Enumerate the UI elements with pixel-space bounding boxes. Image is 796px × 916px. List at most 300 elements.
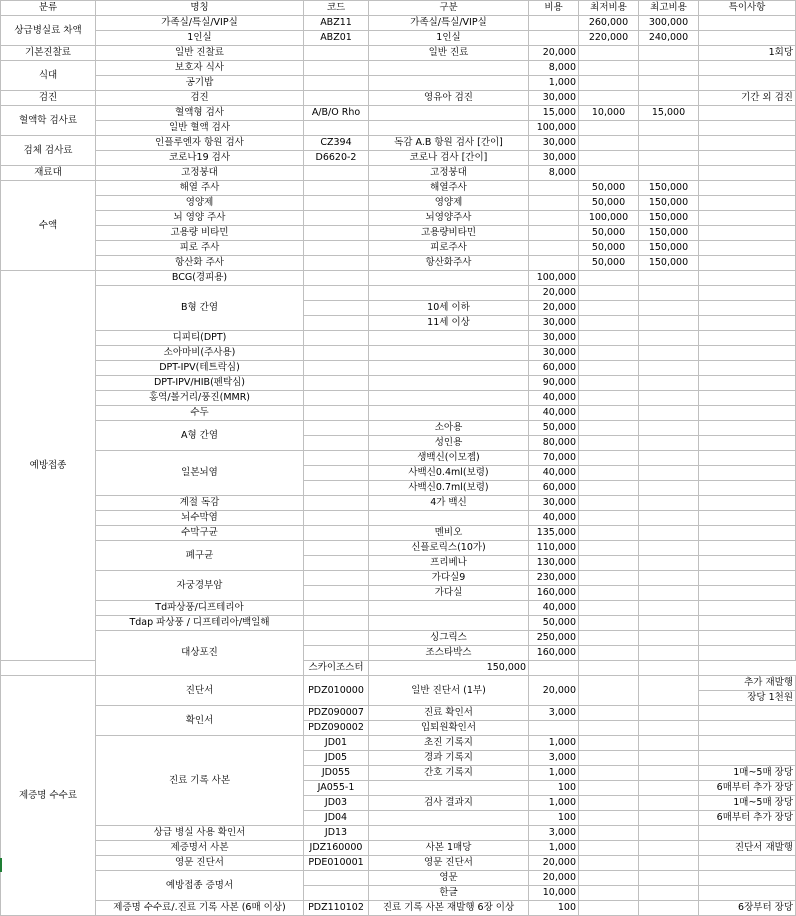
- division-cell[interactable]: 입퇴원확인서: [369, 721, 529, 736]
- code-cell[interactable]: [304, 346, 369, 361]
- code-cell[interactable]: D6620-2: [304, 151, 369, 166]
- min-cost-cell[interactable]: 50,000: [579, 256, 639, 271]
- note-cell[interactable]: [699, 286, 796, 301]
- division-cell[interactable]: [369, 331, 529, 346]
- min-cost-cell[interactable]: 50,000: [579, 181, 639, 196]
- note-cell[interactable]: 기간 외 검진: [699, 91, 796, 106]
- code-cell[interactable]: [304, 601, 369, 616]
- name-cell[interactable]: 공기밥: [96, 76, 304, 91]
- cost-cell[interactable]: 60,000: [529, 361, 579, 376]
- cost-cell[interactable]: 8,000: [529, 166, 579, 181]
- cost-cell[interactable]: 250,000: [529, 631, 579, 646]
- min-cost-cell[interactable]: [579, 781, 639, 796]
- note-cell[interactable]: [699, 16, 796, 31]
- name-cell[interactable]: Td파상풍/디프테리아: [96, 601, 304, 616]
- category-cell[interactable]: 상급병실료 차액: [1, 16, 96, 46]
- division-cell[interactable]: [369, 781, 529, 796]
- max-cost-cell[interactable]: [639, 406, 699, 421]
- max-cost-cell[interactable]: [639, 886, 699, 901]
- division-cell[interactable]: [369, 616, 529, 631]
- max-cost-cell[interactable]: [639, 586, 699, 601]
- min-cost-cell[interactable]: [579, 496, 639, 511]
- division-cell[interactable]: [369, 391, 529, 406]
- code-cell[interactable]: [304, 496, 369, 511]
- min-cost-cell[interactable]: [579, 286, 639, 301]
- note-cell[interactable]: [699, 406, 796, 421]
- min-cost-cell[interactable]: [579, 481, 639, 496]
- cost-cell[interactable]: [529, 196, 579, 211]
- cost-cell[interactable]: [529, 226, 579, 241]
- name-cell[interactable]: 혈액형 검사: [96, 106, 304, 121]
- note-cell[interactable]: [699, 856, 796, 871]
- cost-cell[interactable]: 130,000: [529, 556, 579, 571]
- code-cell[interactable]: [304, 586, 369, 601]
- code-cell[interactable]: [304, 391, 369, 406]
- header-min-cost[interactable]: 최저비용: [579, 1, 639, 16]
- division-cell[interactable]: 신플로릭스(10가): [369, 541, 529, 556]
- division-cell[interactable]: 진료 확인서: [369, 706, 529, 721]
- code-cell[interactable]: [304, 316, 369, 331]
- max-cost-cell[interactable]: [639, 76, 699, 91]
- note-cell[interactable]: 1회당: [699, 46, 796, 61]
- code-cell[interactable]: [304, 61, 369, 76]
- division-cell[interactable]: 초진 기록지: [369, 736, 529, 751]
- note-cell[interactable]: [699, 391, 796, 406]
- code-cell[interactable]: [304, 436, 369, 451]
- note-cell[interactable]: [639, 661, 699, 676]
- division-cell[interactable]: 멘비오: [369, 526, 529, 541]
- note-cell[interactable]: [699, 106, 796, 121]
- max-cost-cell[interactable]: 240,000: [639, 31, 699, 46]
- min-cost-cell[interactable]: [579, 886, 639, 901]
- max-cost-cell[interactable]: [639, 376, 699, 391]
- max-cost-cell[interactable]: [639, 811, 699, 826]
- min-cost-cell[interactable]: [579, 751, 639, 766]
- code-cell[interactable]: [304, 286, 369, 301]
- max-cost-cell[interactable]: [639, 706, 699, 721]
- note-cell[interactable]: 추가 재발행: [699, 676, 796, 691]
- name-cell[interactable]: 인플루엔자 항원 검사: [96, 136, 304, 151]
- min-cost-cell[interactable]: [579, 841, 639, 856]
- min-cost-cell[interactable]: [579, 451, 639, 466]
- cost-cell[interactable]: 30,000: [529, 346, 579, 361]
- name-cell[interactable]: 자궁경부암: [96, 571, 304, 601]
- min-cost-cell[interactable]: [579, 436, 639, 451]
- max-cost-cell[interactable]: [639, 166, 699, 181]
- name-cell[interactable]: 소아마비(주사용): [96, 346, 304, 361]
- code-cell[interactable]: [304, 571, 369, 586]
- cost-cell[interactable]: 3,000: [529, 751, 579, 766]
- max-cost-cell[interactable]: [639, 511, 699, 526]
- division-cell[interactable]: 영양제: [369, 196, 529, 211]
- cost-cell[interactable]: 50,000: [529, 616, 579, 631]
- max-cost-cell[interactable]: [639, 826, 699, 841]
- code-cell[interactable]: [304, 226, 369, 241]
- note-cell[interactable]: [699, 361, 796, 376]
- min-cost-cell[interactable]: [579, 586, 639, 601]
- division-cell[interactable]: [369, 76, 529, 91]
- note-cell[interactable]: [699, 871, 796, 886]
- min-cost-cell[interactable]: [579, 901, 639, 916]
- note-cell[interactable]: [699, 436, 796, 451]
- name-cell[interactable]: 피로 주사: [96, 241, 304, 256]
- min-cost-cell[interactable]: [579, 826, 639, 841]
- min-cost-cell[interactable]: [529, 661, 579, 676]
- min-cost-cell[interactable]: [579, 856, 639, 871]
- cost-cell[interactable]: 40,000: [529, 406, 579, 421]
- cost-cell[interactable]: 20,000: [529, 871, 579, 886]
- cost-cell[interactable]: 40,000: [529, 466, 579, 481]
- division-cell[interactable]: 한글: [369, 886, 529, 901]
- code-cell[interactable]: [304, 451, 369, 466]
- note-cell[interactable]: [699, 376, 796, 391]
- cost-cell[interactable]: 100: [529, 811, 579, 826]
- header-note[interactable]: 특이사항: [699, 1, 796, 16]
- max-cost-cell[interactable]: [639, 871, 699, 886]
- max-cost-cell[interactable]: [639, 271, 699, 286]
- category-cell[interactable]: 기본진찰료: [1, 46, 96, 61]
- cost-cell[interactable]: 110,000: [529, 541, 579, 556]
- code-cell[interactable]: [304, 481, 369, 496]
- max-cost-cell[interactable]: [639, 601, 699, 616]
- division-cell[interactable]: 간호 기록지: [369, 766, 529, 781]
- code-cell[interactable]: [304, 541, 369, 556]
- cost-cell[interactable]: 40,000: [529, 391, 579, 406]
- cost-cell[interactable]: 100: [529, 901, 579, 916]
- cost-cell[interactable]: [529, 241, 579, 256]
- note-cell[interactable]: [699, 496, 796, 511]
- code-cell[interactable]: [304, 46, 369, 61]
- name-cell[interactable]: 수막구균: [96, 526, 304, 541]
- division-cell[interactable]: [369, 406, 529, 421]
- note-cell[interactable]: [699, 61, 796, 76]
- code-cell[interactable]: PDZ010000: [304, 676, 369, 706]
- note-cell[interactable]: [699, 886, 796, 901]
- division-cell[interactable]: 스카이조스터: [304, 661, 369, 676]
- name-cell[interactable]: 고용량 비타민: [96, 226, 304, 241]
- division-cell[interactable]: 피로주사: [369, 241, 529, 256]
- min-cost-cell[interactable]: [579, 571, 639, 586]
- max-cost-cell[interactable]: [639, 781, 699, 796]
- cost-cell[interactable]: 1,000: [529, 736, 579, 751]
- division-cell[interactable]: 해열주사: [369, 181, 529, 196]
- note-cell[interactable]: [699, 256, 796, 271]
- name-cell[interactable]: 뇌 영양 주사: [96, 211, 304, 226]
- max-cost-cell[interactable]: [639, 451, 699, 466]
- division-cell[interactable]: [369, 286, 529, 301]
- max-cost-cell[interactable]: 150,000: [639, 211, 699, 226]
- division-cell[interactable]: [369, 826, 529, 841]
- name-cell[interactable]: 가족실/특실/VIP실: [96, 16, 304, 31]
- division-cell[interactable]: [369, 811, 529, 826]
- division-cell[interactable]: 일반 진료: [369, 46, 529, 61]
- note-cell[interactable]: 진단서 재발행: [699, 841, 796, 856]
- code-cell[interactable]: [304, 421, 369, 436]
- max-cost-cell[interactable]: [639, 151, 699, 166]
- note-cell[interactable]: [699, 556, 796, 571]
- note-cell[interactable]: [699, 31, 796, 46]
- cost-cell[interactable]: [529, 256, 579, 271]
- min-cost-cell[interactable]: [579, 466, 639, 481]
- cost-cell[interactable]: 30,000: [529, 91, 579, 106]
- division-cell[interactable]: 10세 이하: [369, 301, 529, 316]
- name-cell[interactable]: BCG(경피용): [96, 271, 304, 286]
- min-cost-cell[interactable]: [579, 556, 639, 571]
- max-cost-cell[interactable]: [639, 61, 699, 76]
- code-cell[interactable]: [304, 631, 369, 646]
- cost-cell[interactable]: 50,000: [529, 421, 579, 436]
- division-cell[interactable]: [369, 376, 529, 391]
- code-cell[interactable]: [304, 256, 369, 271]
- code-cell[interactable]: PDZ110102: [304, 901, 369, 916]
- min-cost-cell[interactable]: [579, 736, 639, 751]
- min-cost-cell[interactable]: [579, 541, 639, 556]
- min-cost-cell[interactable]: [579, 871, 639, 886]
- cost-cell[interactable]: 1,000: [529, 796, 579, 811]
- note-cell[interactable]: [699, 316, 796, 331]
- code-cell[interactable]: JA055-1: [304, 781, 369, 796]
- cost-cell[interactable]: [529, 721, 579, 736]
- max-cost-cell[interactable]: [639, 721, 699, 736]
- min-cost-cell[interactable]: [579, 151, 639, 166]
- max-cost-cell[interactable]: [579, 661, 639, 676]
- cost-cell[interactable]: 30,000: [529, 151, 579, 166]
- max-cost-cell[interactable]: [639, 421, 699, 436]
- name-cell[interactable]: 대상포진: [96, 631, 304, 676]
- max-cost-cell[interactable]: [639, 346, 699, 361]
- code-cell[interactable]: JD05: [304, 751, 369, 766]
- division-cell[interactable]: 11세 이상: [369, 316, 529, 331]
- division-cell[interactable]: 진료 기록 사본 재발행 6장 이상: [369, 901, 529, 916]
- division-cell[interactable]: 사백신0.4ml(보령): [369, 466, 529, 481]
- category-cell[interactable]: 재료대: [1, 166, 96, 181]
- name-cell[interactable]: 수두: [96, 406, 304, 421]
- code-cell[interactable]: [304, 646, 369, 661]
- min-cost-cell[interactable]: [579, 76, 639, 91]
- cost-cell[interactable]: 80,000: [529, 436, 579, 451]
- code-cell[interactable]: [304, 556, 369, 571]
- division-cell[interactable]: 일반 진단서 (1부): [369, 676, 529, 706]
- note-cell[interactable]: 6장부터 장당: [699, 901, 796, 916]
- min-cost-cell[interactable]: [579, 271, 639, 286]
- max-cost-cell[interactable]: [639, 361, 699, 376]
- max-cost-cell[interactable]: [639, 136, 699, 151]
- division-cell[interactable]: 영문 진단서: [369, 856, 529, 871]
- min-cost-cell[interactable]: [579, 511, 639, 526]
- cost-cell[interactable]: 1,000: [529, 76, 579, 91]
- cost-cell[interactable]: 90,000: [529, 376, 579, 391]
- code-cell[interactable]: PDZ090002: [304, 721, 369, 736]
- max-cost-cell[interactable]: [639, 571, 699, 586]
- division-cell[interactable]: 가다실: [369, 586, 529, 601]
- code-cell[interactable]: [304, 511, 369, 526]
- name-cell[interactable]: 디피티(DPT): [96, 331, 304, 346]
- code-cell[interactable]: A/B/O Rho: [304, 106, 369, 121]
- max-cost-cell[interactable]: [639, 676, 699, 706]
- name-cell[interactable]: 영양제: [96, 196, 304, 211]
- code-cell[interactable]: [304, 121, 369, 136]
- division-cell[interactable]: 고정붕대: [369, 166, 529, 181]
- name-cell[interactable]: 고정붕대: [96, 166, 304, 181]
- min-cost-cell[interactable]: [579, 676, 639, 706]
- division-cell[interactable]: [369, 601, 529, 616]
- code-cell[interactable]: ABZ01: [304, 31, 369, 46]
- name-cell[interactable]: DPT-IPV/HIB(펜탁심): [96, 376, 304, 391]
- code-cell[interactable]: PDE010001: [304, 856, 369, 871]
- name-cell[interactable]: 진단서: [96, 676, 304, 706]
- note-cell[interactable]: [699, 601, 796, 616]
- category-cell[interactable]: 검진: [1, 91, 96, 106]
- code-cell[interactable]: [304, 301, 369, 316]
- max-cost-cell[interactable]: [639, 121, 699, 136]
- note-cell[interactable]: [699, 346, 796, 361]
- min-cost-cell[interactable]: 50,000: [579, 196, 639, 211]
- note-cell[interactable]: [699, 76, 796, 91]
- name-cell[interactable]: 홍역/볼거리/풍진(MMR): [96, 391, 304, 406]
- max-cost-cell[interactable]: [639, 616, 699, 631]
- name-cell[interactable]: 일본뇌염: [96, 451, 304, 496]
- cost-cell[interactable]: 20,000: [529, 676, 579, 706]
- note-cell[interactable]: [699, 616, 796, 631]
- cost-cell[interactable]: [529, 211, 579, 226]
- code-cell[interactable]: CZ394: [304, 136, 369, 151]
- min-cost-cell[interactable]: [579, 316, 639, 331]
- min-cost-cell[interactable]: [579, 616, 639, 631]
- cost-cell[interactable]: 1,000: [529, 766, 579, 781]
- min-cost-cell[interactable]: [579, 331, 639, 346]
- category-cell[interactable]: 식대: [1, 61, 96, 91]
- note-cell[interactable]: [699, 571, 796, 586]
- name-cell[interactable]: 제증명서 사본: [96, 841, 304, 856]
- max-cost-cell[interactable]: [639, 736, 699, 751]
- cost-cell[interactable]: 30,000: [529, 496, 579, 511]
- max-cost-cell[interactable]: [639, 316, 699, 331]
- category-cell[interactable]: 검체 검사료: [1, 136, 96, 166]
- cost-cell[interactable]: 40,000: [529, 511, 579, 526]
- name-cell[interactable]: 검진: [96, 91, 304, 106]
- division-cell[interactable]: 사본 1매당: [369, 841, 529, 856]
- name-cell[interactable]: 코로나19 검사: [96, 151, 304, 166]
- note-cell[interactable]: [699, 271, 796, 286]
- division-cell[interactable]: 4가 백신: [369, 496, 529, 511]
- max-cost-cell[interactable]: [639, 496, 699, 511]
- max-cost-cell[interactable]: [639, 526, 699, 541]
- cost-cell[interactable]: 3,000: [529, 706, 579, 721]
- max-cost-cell[interactable]: [639, 331, 699, 346]
- min-cost-cell[interactable]: [579, 601, 639, 616]
- note-cell[interactable]: [699, 151, 796, 166]
- cost-cell[interactable]: 8,000: [529, 61, 579, 76]
- name-cell[interactable]: 1인실: [96, 31, 304, 46]
- max-cost-cell[interactable]: [639, 646, 699, 661]
- cost-cell[interactable]: 100: [529, 781, 579, 796]
- category-cell[interactable]: 혈액학 검사료: [1, 106, 96, 136]
- min-cost-cell[interactable]: [579, 121, 639, 136]
- note-cell[interactable]: 6매부터 추가 장당: [699, 811, 796, 826]
- cost-cell[interactable]: [529, 181, 579, 196]
- max-cost-cell[interactable]: [639, 541, 699, 556]
- header-code[interactable]: 코드: [304, 1, 369, 16]
- division-cell[interactable]: [369, 106, 529, 121]
- cost-cell[interactable]: 70,000: [529, 451, 579, 466]
- division-cell[interactable]: 성인용: [369, 436, 529, 451]
- division-cell[interactable]: [369, 361, 529, 376]
- min-cost-cell[interactable]: [579, 721, 639, 736]
- note-cell[interactable]: [699, 166, 796, 181]
- division-cell[interactable]: 코로나 검사 [간이]: [369, 151, 529, 166]
- cost-cell[interactable]: 15,000: [529, 106, 579, 121]
- cost-cell[interactable]: 60,000: [529, 481, 579, 496]
- min-cost-cell[interactable]: [579, 421, 639, 436]
- name-cell[interactable]: 해열 주사: [96, 181, 304, 196]
- note-cell[interactable]: [699, 481, 796, 496]
- min-cost-cell[interactable]: 50,000: [579, 241, 639, 256]
- header-category[interactable]: 분류: [1, 1, 96, 16]
- cost-cell[interactable]: 1,000: [529, 841, 579, 856]
- code-cell[interactable]: [304, 376, 369, 391]
- max-cost-cell[interactable]: [639, 481, 699, 496]
- division-cell[interactable]: 독감 A.B 항원 검사 [간이]: [369, 136, 529, 151]
- division-cell[interactable]: 가다실9: [369, 571, 529, 586]
- header-name[interactable]: 명칭: [96, 1, 304, 16]
- note-cell[interactable]: [699, 631, 796, 646]
- name-cell[interactable]: 보호자 식사: [96, 61, 304, 76]
- cost-cell[interactable]: 135,000: [529, 526, 579, 541]
- min-cost-cell[interactable]: 100,000: [579, 211, 639, 226]
- note-cell[interactable]: [699, 226, 796, 241]
- division-cell[interactable]: [369, 271, 529, 286]
- note-cell[interactable]: [699, 751, 796, 766]
- max-cost-cell[interactable]: [639, 466, 699, 481]
- cost-cell[interactable]: [529, 16, 579, 31]
- min-cost-cell[interactable]: [579, 136, 639, 151]
- name-cell[interactable]: 일반 혈액 검사: [96, 121, 304, 136]
- note-cell[interactable]: [699, 121, 796, 136]
- max-cost-cell[interactable]: [639, 841, 699, 856]
- min-cost-cell[interactable]: [579, 796, 639, 811]
- code-cell[interactable]: [304, 466, 369, 481]
- max-cost-cell[interactable]: [639, 46, 699, 61]
- cost-cell[interactable]: 160,000: [529, 586, 579, 601]
- note-cell[interactable]: [699, 331, 796, 346]
- name-cell[interactable]: 일반 진찰료: [96, 46, 304, 61]
- name-cell[interactable]: 진료 기록 사본: [96, 736, 304, 826]
- code-cell[interactable]: [304, 406, 369, 421]
- min-cost-cell[interactable]: [579, 166, 639, 181]
- note-cell[interactable]: [699, 826, 796, 841]
- code-cell[interactable]: [304, 76, 369, 91]
- cost-cell[interactable]: [529, 31, 579, 46]
- note-cell[interactable]: 장당 1천원: [699, 691, 796, 706]
- note-cell[interactable]: 1매~5매 장당: [699, 766, 796, 781]
- note-cell[interactable]: [699, 196, 796, 211]
- max-cost-cell[interactable]: [639, 901, 699, 916]
- cost-cell[interactable]: 20,000: [529, 301, 579, 316]
- code-cell[interactable]: [304, 331, 369, 346]
- code-cell[interactable]: JDZ160000: [304, 841, 369, 856]
- division-cell[interactable]: 가족실/특실/VIP실: [369, 16, 529, 31]
- division-cell[interactable]: [369, 121, 529, 136]
- division-cell[interactable]: 싱그릭스: [369, 631, 529, 646]
- division-cell[interactable]: 사백신0.7ml(보령): [369, 481, 529, 496]
- note-cell[interactable]: 6매부터 추가 장당: [699, 781, 796, 796]
- max-cost-cell[interactable]: [639, 391, 699, 406]
- code-cell[interactable]: JD01: [304, 736, 369, 751]
- code-cell[interactable]: [304, 196, 369, 211]
- division-cell[interactable]: [369, 346, 529, 361]
- max-cost-cell[interactable]: [639, 556, 699, 571]
- note-cell[interactable]: [699, 706, 796, 721]
